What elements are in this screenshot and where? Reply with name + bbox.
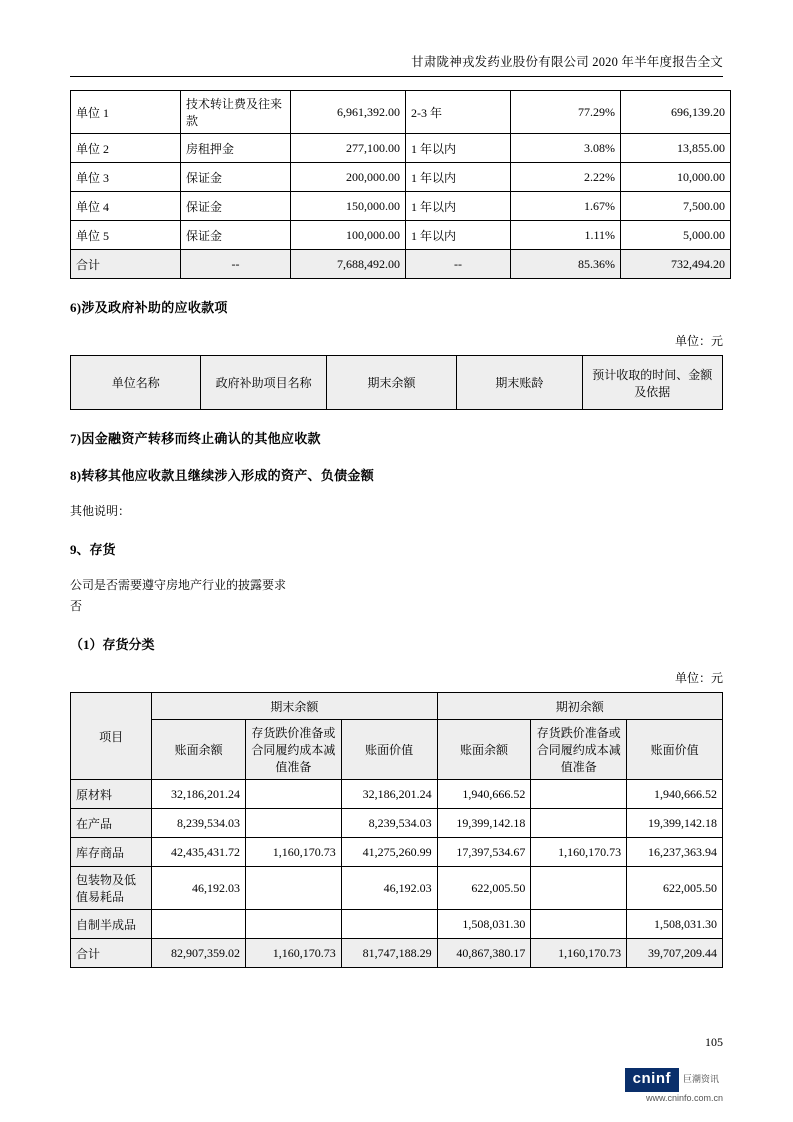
cell-nature: 保证金 bbox=[181, 163, 291, 192]
cell-end-provision bbox=[245, 780, 341, 809]
cell-age: 1 年以内 bbox=[406, 221, 511, 250]
cell-balance: 100,000.00 bbox=[291, 221, 406, 250]
col-end-book-balance: 账面余额 bbox=[152, 720, 246, 780]
page-number: 105 bbox=[705, 1035, 723, 1049]
table-row bbox=[71, 838, 723, 867]
cell-begin-value: 1,508,031.30 bbox=[627, 910, 723, 939]
cell-bad-debt: 696,139.20 bbox=[621, 91, 731, 134]
cell-end-provision bbox=[245, 809, 341, 838]
section-9-question: 公司是否需要遵守房地产行业的披露要求 bbox=[70, 578, 287, 592]
cell-ratio: 1.67% bbox=[511, 192, 621, 221]
cell-age: 1 年以内 bbox=[406, 192, 511, 221]
table-row bbox=[71, 780, 723, 809]
section-8-note: 其他说明： bbox=[70, 504, 131, 518]
cell-unit: 单位 3 bbox=[71, 163, 181, 192]
table-row bbox=[71, 809, 723, 838]
col-subsidy-project: 政府补助项目名称 bbox=[201, 356, 326, 410]
col-end-age: 期末账龄 bbox=[457, 356, 582, 410]
cell-end-value bbox=[341, 910, 437, 939]
cell-unit: 合计 bbox=[71, 250, 181, 279]
cell-begin-balance: 17,397,534.67 bbox=[437, 838, 531, 867]
cell-ratio: 77.29% bbox=[511, 91, 621, 134]
cell-begin-balance: 19,399,142.18 bbox=[437, 809, 531, 838]
cell-bad-debt: 5,000.00 bbox=[621, 221, 731, 250]
cell-begin-provision bbox=[531, 780, 627, 809]
table-row bbox=[71, 163, 731, 192]
cell-ratio: 3.08% bbox=[511, 134, 621, 163]
cell-item: 包装物及低值易耗品 bbox=[71, 867, 152, 910]
cell-item: 自制半成品 bbox=[71, 910, 152, 939]
cell-unit: 单位 1 bbox=[71, 91, 181, 134]
cell-end-provision: 1,160,170.73 bbox=[245, 939, 341, 968]
table-header-row-sub bbox=[71, 720, 723, 780]
cell-begin-value: 622,005.50 bbox=[627, 867, 723, 910]
table-header-row bbox=[71, 356, 723, 410]
inventory-unit-label: 单位：元 bbox=[674, 671, 723, 685]
table-row-total bbox=[71, 939, 723, 968]
cell-nature: -- bbox=[181, 250, 291, 279]
cell-nature: 技术转让费及往来款 bbox=[181, 91, 291, 134]
col-unit-name: 单位名称 bbox=[71, 356, 201, 410]
cell-begin-value: 16,237,363.94 bbox=[627, 838, 723, 867]
cell-end-balance: 82,907,359.02 bbox=[152, 939, 246, 968]
cell-age: -- bbox=[406, 250, 511, 279]
other-receivables-table bbox=[70, 90, 731, 279]
table-row bbox=[71, 91, 731, 134]
cell-nature: 保证金 bbox=[181, 192, 291, 221]
cell-begin-provision bbox=[531, 867, 627, 910]
cninfo-logo bbox=[625, 1068, 679, 1092]
cell-ratio: 2.22% bbox=[511, 163, 621, 192]
inventory-table bbox=[70, 692, 723, 968]
cell-begin-balance: 1,508,031.30 bbox=[437, 910, 531, 939]
cell-begin-provision bbox=[531, 809, 627, 838]
cell-balance: 277,100.00 bbox=[291, 134, 406, 163]
cell-balance: 6,961,392.00 bbox=[291, 91, 406, 134]
cell-unit: 单位 4 bbox=[71, 192, 181, 221]
col-group-begin-balance: 期初余额 bbox=[437, 693, 722, 720]
cell-begin-provision bbox=[531, 910, 627, 939]
cell-balance: 150,000.00 bbox=[291, 192, 406, 221]
cell-item: 库存商品 bbox=[71, 838, 152, 867]
cell-begin-balance: 1,940,666.52 bbox=[437, 780, 531, 809]
cell-begin-value: 1,940,666.52 bbox=[627, 780, 723, 809]
cninfo-logo-text: cninf bbox=[625, 1068, 679, 1092]
table-row bbox=[71, 867, 723, 910]
cell-begin-balance: 40,867,380.17 bbox=[437, 939, 531, 968]
cell-end-balance: 46,192.03 bbox=[152, 867, 246, 910]
table-row-total bbox=[71, 250, 731, 279]
col-begin-book-balance: 账面余额 bbox=[437, 720, 531, 780]
cell-end-value: 8,239,534.03 bbox=[341, 809, 437, 838]
table-row bbox=[71, 192, 731, 221]
cell-item: 原材料 bbox=[71, 780, 152, 809]
cell-age: 1 年以内 bbox=[406, 163, 511, 192]
cell-ratio: 1.11% bbox=[511, 221, 621, 250]
cell-begin-provision: 1,160,170.73 bbox=[531, 939, 627, 968]
section-9-1-heading: （1）存货分类 bbox=[70, 637, 155, 652]
cell-end-value: 41,275,260.99 bbox=[341, 838, 437, 867]
table-row bbox=[71, 910, 723, 939]
table-row bbox=[71, 221, 731, 250]
section-6-unit-label: 单位：元 bbox=[674, 334, 723, 348]
col-begin-provision: 存货跌价准备或合同履约成本减值准备 bbox=[531, 720, 627, 780]
cell-bad-debt: 7,500.00 bbox=[621, 192, 731, 221]
table-header-row-group bbox=[71, 693, 723, 720]
cell-begin-value: 39,707,209.44 bbox=[627, 939, 723, 968]
cell-bad-debt: 13,855.00 bbox=[621, 134, 731, 163]
cell-unit: 单位 2 bbox=[71, 134, 181, 163]
cell-bad-debt: 10,000.00 bbox=[621, 163, 731, 192]
col-group-end-balance: 期末余额 bbox=[152, 693, 437, 720]
section-7-heading: 7)因金融资产转移而终止确认的其他应收款 bbox=[70, 431, 321, 446]
cell-end-balance: 32,186,201.24 bbox=[152, 780, 246, 809]
cell-end-value: 32,186,201.24 bbox=[341, 780, 437, 809]
cell-ratio: 85.36% bbox=[511, 250, 621, 279]
cell-age: 1 年以内 bbox=[406, 134, 511, 163]
cell-begin-value: 19,399,142.18 bbox=[627, 809, 723, 838]
col-end-balance: 期末余额 bbox=[326, 356, 456, 410]
cell-end-provision bbox=[245, 867, 341, 910]
cell-nature: 保证金 bbox=[181, 221, 291, 250]
government-subsidy-table bbox=[70, 355, 723, 410]
cell-begin-provision: 1,160,170.73 bbox=[531, 838, 627, 867]
cell-balance: 200,000.00 bbox=[291, 163, 406, 192]
section-8-heading: 8)转移其他应收款且继续涉入形成的资产、负债金额 bbox=[70, 468, 375, 483]
cell-item: 在产品 bbox=[71, 809, 152, 838]
cell-unit: 单位 5 bbox=[71, 221, 181, 250]
cell-item: 合计 bbox=[71, 939, 152, 968]
header-divider bbox=[70, 76, 723, 77]
cell-balance: 7,688,492.00 bbox=[291, 250, 406, 279]
col-item: 项目 bbox=[71, 693, 152, 780]
cell-end-value: 46,192.03 bbox=[341, 867, 437, 910]
cell-end-provision bbox=[245, 910, 341, 939]
section-9-heading: 9、存货 bbox=[70, 542, 116, 557]
cell-end-balance bbox=[152, 910, 246, 939]
section-9-answer: 否 bbox=[70, 599, 83, 613]
page-header bbox=[70, 0, 723, 70]
cell-end-value: 81,747,188.29 bbox=[341, 939, 437, 968]
header-title: 甘肃陇神戎发药业股份有限公司 2020 年半年度报告全文 bbox=[411, 55, 723, 69]
table-row bbox=[71, 134, 731, 163]
cninfo-url: www.cninfo.com.cn bbox=[645, 1092, 723, 1103]
col-end-provision: 存货跌价准备或合同履约成本减值准备 bbox=[245, 720, 341, 780]
cell-begin-balance: 622,005.50 bbox=[437, 867, 531, 910]
cninfo-logo-cn: 巨潮资讯 bbox=[682, 1074, 719, 1085]
cell-end-provision: 1,160,170.73 bbox=[245, 838, 341, 867]
cell-bad-debt: 732,494.20 bbox=[621, 250, 731, 279]
cell-age: 2-3 年 bbox=[406, 91, 511, 134]
cell-end-balance: 8,239,534.03 bbox=[152, 809, 246, 838]
col-end-book-value: 账面价值 bbox=[341, 720, 437, 780]
cell-end-balance: 42,435,431.72 bbox=[152, 838, 246, 867]
footer-logo bbox=[625, 1068, 723, 1104]
section-6-heading: 6)涉及政府补助的应收款项 bbox=[70, 300, 228, 315]
col-begin-book-value: 账面价值 bbox=[627, 720, 723, 780]
col-expected-collection: 预计收取的时间、金额及依据 bbox=[582, 356, 722, 410]
cell-nature: 房租押金 bbox=[181, 134, 291, 163]
